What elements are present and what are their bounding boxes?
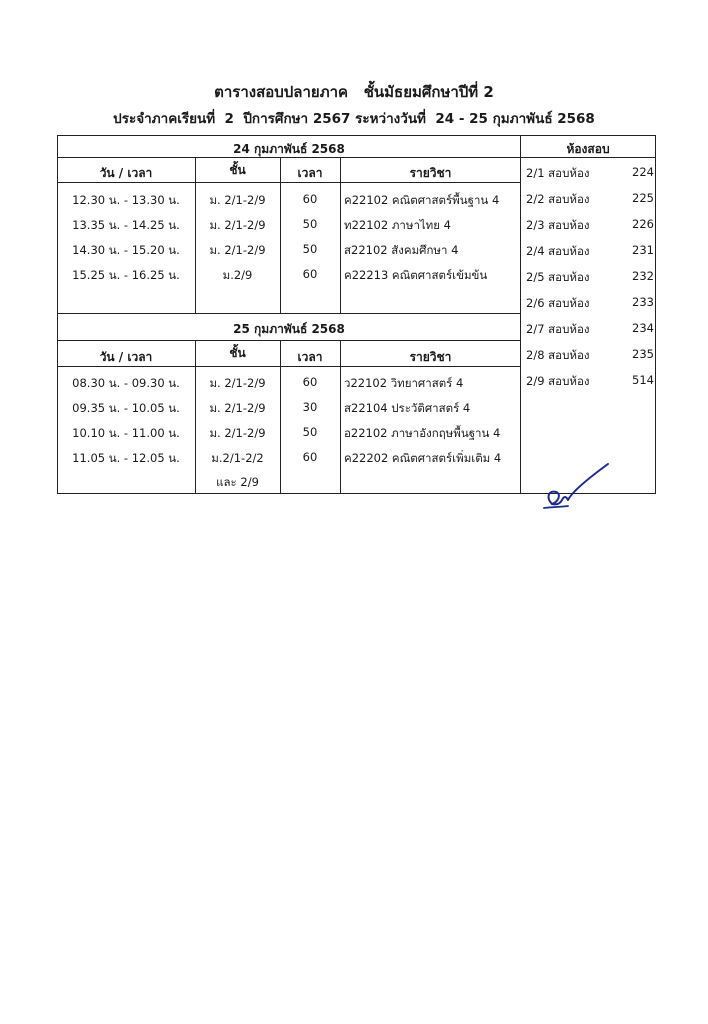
room-item-class: 2/1 สอบห้อง (526, 166, 590, 180)
day1-row2-time: 13.35 น. - 14.25 น. (72, 218, 180, 232)
day2-row3-subject: อ22102 ภาษาอังกฤษพื้นฐาน 4 (344, 426, 501, 440)
day1-row1-subject: ค22102 คณิตศาสตร์พื้นฐาน 4 (344, 193, 500, 207)
room-item-class: 2/9 สอบห้อง (526, 374, 590, 388)
room-item-class: 2/5 สอบห้อง (526, 270, 590, 284)
page-subtitle: ประจำภาคเรียนที่ 2 ปีการศึกษา 2567 ระหว่างวันที่ 24 - 25 กุมภาพันธ์ 2568 (113, 111, 595, 127)
day2-row2-subject: ส22104 ประวัติศาสตร์ 4 (344, 401, 471, 415)
day1-row3-grade: ม. 2/1-2/9 (209, 243, 266, 257)
room-item-number: 225 (632, 191, 654, 205)
day1-end-divider (57, 313, 521, 314)
day1-row3-duration: 50 (302, 242, 318, 256)
day1-row2-grade: ม. 2/1-2/9 (209, 218, 266, 232)
day2-row2-grade: ม. 2/1-2/9 (209, 401, 266, 415)
room-item (526, 269, 654, 287)
room-item (526, 373, 654, 391)
room-item-number: 232 (632, 269, 654, 283)
day2-row4-duration: 60 (302, 450, 318, 464)
day2-row1-subject: ว22102 วิทยาศาสตร์ 4 (344, 376, 464, 390)
day1-row4-duration: 60 (302, 267, 318, 281)
day2-date-divider (57, 340, 521, 341)
room-item-number: 231 (632, 243, 654, 257)
room-item-class: 2/8 สอบห้อง (526, 348, 590, 362)
day1-date: 24 กุมภาพันธ์ 2568 (233, 142, 345, 156)
day2-header-duration: เวลา (297, 350, 323, 364)
day2-row3-time: 10.10 น. - 11.00 น. (72, 426, 180, 440)
day2-header-time: วัน / เวลา (99, 350, 153, 364)
room-item (526, 165, 654, 183)
day2-row4-grade-extra: และ 2/9 (216, 475, 259, 489)
room-item-class: 2/4 สอบห้อง (526, 244, 590, 258)
room-table (520, 135, 656, 494)
day2-row4-time: 11.05 น. - 12.05 น. (72, 451, 180, 465)
day2-date: 25 กุมภาพันธ์ 2568 (233, 322, 345, 336)
room-item (526, 217, 654, 235)
room-item-number: 234 (632, 321, 654, 335)
day2-row3-grade: ม. 2/1-2/9 (209, 426, 266, 440)
day1-header-time: วัน / เวลา (99, 166, 153, 180)
room-item-class: 2/3 สอบห้อง (526, 218, 590, 232)
day2-row4-grade: ม.2/1-2/2 (211, 451, 264, 465)
room-item (526, 321, 654, 339)
room-header: ห้องสอบ (566, 142, 610, 156)
day1-header-duration: เวลา (297, 166, 323, 180)
day1-row2-subject: ท22102 ภาษาไทย 4 (344, 218, 451, 232)
day1-header-grade: ชั้น (229, 163, 246, 177)
day1-row3-time: 14.30 น. - 15.20 น. (72, 243, 180, 257)
day1-row4-time: 15.25 น. - 16.25 น. (72, 268, 180, 282)
room-item-number: 235 (632, 347, 654, 361)
page-title: ตารางสอบปลายภาค ชั้นมัธยมศึกษาปีที่ 2 (214, 83, 494, 101)
day2-row4-subject: ค22202 คณิตศาสตร์เพิ่มเติม 4 (344, 451, 502, 465)
day1-row4-grade: ม.2/9 (222, 268, 253, 282)
room-item (526, 191, 654, 209)
day1-header-subject: รายวิชา (409, 166, 452, 180)
room-item-class: 2/6 สอบห้อง (526, 296, 590, 310)
room-item (526, 295, 654, 313)
room-item-number: 514 (632, 373, 654, 387)
room-item-class: 2/2 สอบห้อง (526, 192, 590, 206)
day2-row1-grade: ม. 2/1-2/9 (209, 376, 266, 390)
day2-row2-time: 09.35 น. - 10.05 น. (72, 401, 180, 415)
day2-row2-duration: 30 (302, 400, 318, 414)
day1-row1-time: 12.30 น. - 13.30 น. (72, 193, 180, 207)
room-item (526, 243, 654, 261)
day2-row1-time: 08.30 น. - 09.30 น. (72, 376, 180, 390)
day1-row2-duration: 50 (302, 217, 318, 231)
day1-row1-duration: 60 (302, 192, 318, 206)
room-item-number: 233 (632, 295, 654, 309)
room-item-number: 224 (632, 165, 654, 179)
day2-row1-duration: 60 (302, 375, 318, 389)
day1-row4-subject: ค22213 คณิตศาสตร์เข้มข้น (344, 268, 488, 282)
day2-header-grade: ชั้น (229, 346, 246, 360)
room-item-class: 2/7 สอบห้อง (526, 322, 590, 336)
room-item-number: 226 (632, 217, 654, 231)
day1-col-divider-1 (195, 157, 196, 313)
day2-header-subject: รายวิชา (409, 350, 452, 364)
day2-row3-duration: 50 (302, 425, 318, 439)
signature (538, 452, 618, 517)
day1-row1-grade: ม. 2/1-2/9 (209, 193, 266, 207)
room-item (526, 347, 654, 365)
day1-row3-subject: ส22102 สังคมศึกษา 4 (344, 243, 459, 257)
